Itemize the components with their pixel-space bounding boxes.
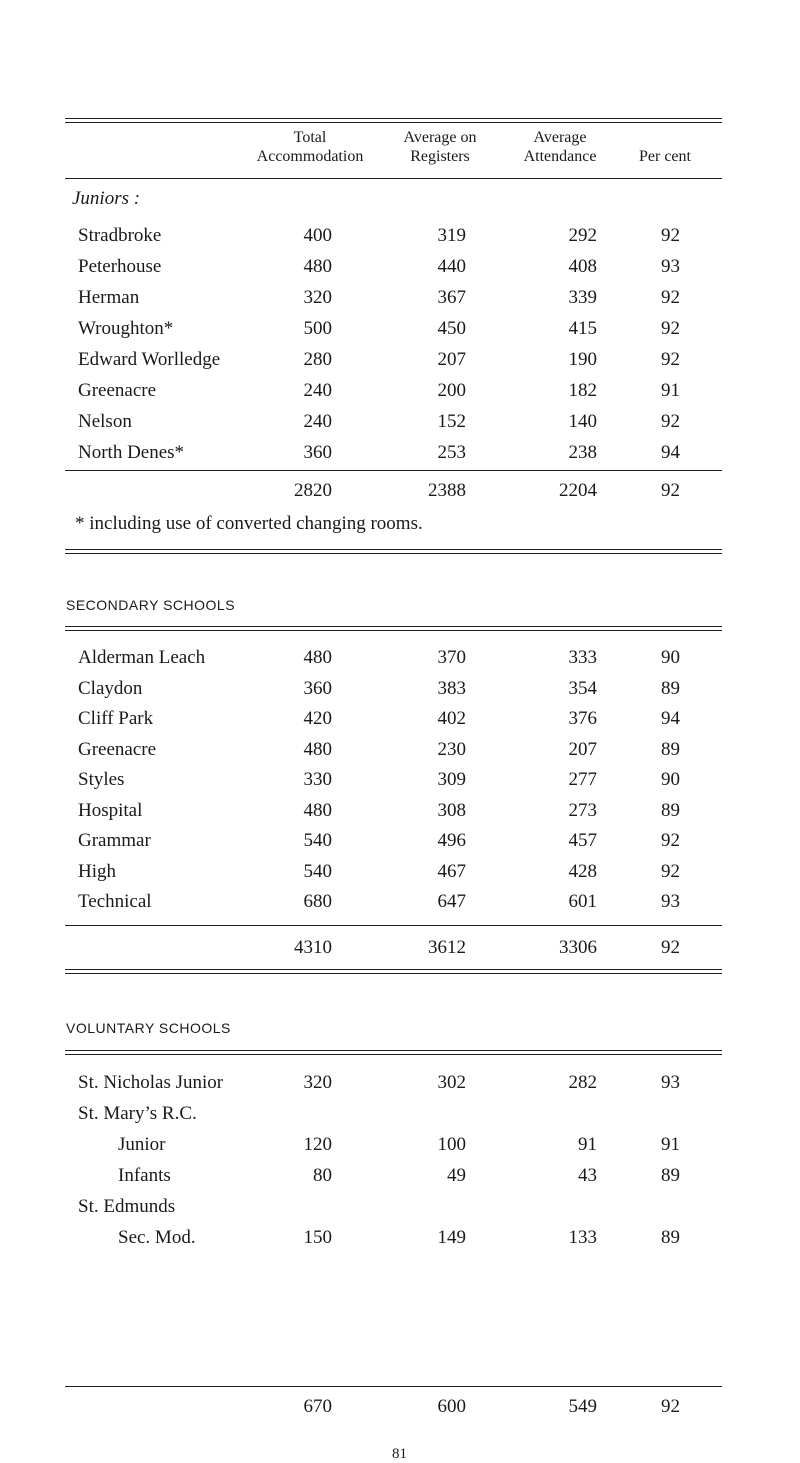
voluntary-row [0, 1223, 800, 1253]
juniors-total-accommodation: 2820 [294, 480, 332, 501]
secondary-registers-cell: 402 [437, 708, 466, 729]
juniors-percent-cell: 93 [661, 256, 680, 277]
juniors-total-attendance: 2204 [559, 480, 597, 501]
secondary-accommodation-cell: 680 [303, 891, 332, 912]
secondary-top-rule [65, 626, 722, 627]
secondary-row [0, 887, 800, 917]
voluntary-row [0, 1130, 800, 1160]
voluntary-registers-cell: 100 [437, 1134, 466, 1155]
juniors-end-rule-second [65, 553, 722, 554]
secondary-row [0, 796, 800, 826]
secondary-end-rule [65, 969, 722, 970]
juniors-school-name: Stradbroke [78, 225, 162, 246]
juniors-attendance-cell: 182 [568, 380, 597, 401]
voluntary-row [0, 1068, 800, 1098]
juniors-row [0, 314, 800, 344]
secondary-percent-cell: 89 [661, 677, 680, 699]
column-header-accommodation [245, 128, 375, 166]
voluntary-school-name: St. Edmunds [78, 1196, 176, 1217]
juniors-school-name: Greenacre [78, 380, 157, 401]
juniors-row [0, 438, 800, 468]
voluntary-row [0, 1192, 800, 1222]
juniors-registers-cell: 200 [437, 380, 466, 401]
top-rule-second [65, 122, 722, 123]
secondary-row [0, 704, 800, 734]
secondary-total-attendance: 3306 [559, 937, 597, 958]
voluntary-totals-row [0, 1392, 800, 1422]
secondary-percent-cell: 92 [661, 830, 680, 851]
juniors-total-percent: 92 [661, 480, 680, 501]
juniors-total-rule [65, 470, 722, 471]
secondary-totals-row [0, 933, 800, 963]
header-rule [65, 178, 722, 179]
voluntary-row [0, 1161, 800, 1191]
juniors-school-name: Edward Worlledge [78, 349, 221, 370]
secondary-attendance-cell: 333 [568, 647, 597, 668]
juniors-percent-cell: 94 [661, 442, 680, 463]
juniors-registers-cell: 152 [437, 411, 466, 432]
secondary-attendance-cell: 354 [568, 677, 597, 699]
juniors-heading: Juniors : [72, 188, 141, 209]
voluntary-accommodation-cell: 320 [303, 1072, 332, 1093]
juniors-attendance-cell: 339 [568, 287, 597, 308]
voluntary-registers-cell: 302 [437, 1072, 466, 1093]
secondary-registers-cell: 467 [437, 860, 466, 882]
voluntary-total-registers: 600 [437, 1396, 466, 1417]
secondary-heading: SECONDARY SCHOOLS [66, 597, 236, 613]
secondary-attendance-cell: 376 [568, 708, 597, 729]
secondary-school-name: Technical [78, 891, 152, 912]
secondary-attendance-cell: 277 [568, 769, 597, 790]
juniors-total-registers: 2388 [428, 480, 466, 501]
voluntary-percent-cell: 89 [661, 1227, 680, 1248]
voluntary-registers-cell: 149 [437, 1227, 466, 1248]
juniors-registers-cell: 319 [437, 225, 466, 246]
page-number: 81 [392, 1446, 407, 1462]
voluntary-total-attendance: 549 [568, 1396, 597, 1417]
secondary-row [0, 674, 800, 704]
secondary-school-name: Greenacre [78, 738, 157, 760]
secondary-percent-cell: 90 [661, 769, 680, 790]
juniors-registers-cell: 207 [437, 349, 466, 370]
juniors-registers-cell: 440 [437, 256, 466, 277]
secondary-total-registers: 3612 [428, 937, 466, 958]
voluntary-row [0, 1099, 800, 1129]
voluntary-total-percent: 92 [661, 1396, 680, 1417]
voluntary-attendance-cell: 91 [578, 1134, 597, 1155]
voluntary-school-name: Sec. Mod. [118, 1227, 196, 1248]
juniors-attendance-cell: 292 [568, 225, 597, 246]
secondary-registers-cell: 308 [437, 799, 466, 821]
voluntary-accommodation-cell: 120 [303, 1134, 332, 1155]
secondary-accommodation-cell: 540 [303, 860, 332, 882]
top-rule [65, 118, 722, 119]
juniors-attendance-cell: 238 [568, 442, 597, 463]
juniors-school-name: Herman [78, 287, 140, 308]
secondary-percent-cell: 89 [661, 799, 680, 821]
juniors-attendance-cell: 408 [568, 256, 597, 277]
secondary-accommodation-cell: 540 [303, 830, 332, 851]
juniors-footnote: * including use of converted changing rooms. [75, 513, 423, 534]
juniors-registers-cell: 450 [437, 318, 466, 339]
voluntary-attendance-cell: 282 [568, 1072, 597, 1093]
juniors-accommodation-cell: 320 [303, 287, 332, 308]
secondary-row [0, 735, 800, 765]
secondary-row [0, 643, 800, 673]
voluntary-top-rule [65, 1050, 722, 1051]
voluntary-total-accommodation: 670 [303, 1396, 332, 1417]
juniors-school-name: Wroughton* [78, 318, 174, 339]
secondary-accommodation-cell: 480 [303, 799, 332, 821]
juniors-row [0, 221, 800, 251]
voluntary-accommodation-cell: 150 [303, 1227, 332, 1248]
secondary-attendance-cell: 428 [568, 860, 597, 882]
voluntary-heading: VOLUNTARY SCHOOLS [66, 1020, 231, 1036]
secondary-registers-cell: 496 [437, 830, 466, 851]
column-header-percent: Per cent [639, 148, 691, 165]
secondary-percent-cell: 89 [661, 738, 680, 760]
juniors-row [0, 407, 800, 437]
secondary-registers-cell: 309 [437, 769, 466, 790]
header-total-line1: Total [293, 129, 327, 146]
secondary-percent-cell: 90 [661, 647, 680, 668]
secondary-top-rule-second [65, 630, 722, 631]
secondary-registers-cell: 230 [437, 738, 466, 760]
secondary-school-name: Styles [78, 769, 125, 790]
juniors-end-rule [65, 549, 722, 550]
voluntary-school-name: St. Nicholas Junior [78, 1072, 224, 1093]
juniors-percent-cell: 92 [661, 287, 680, 308]
juniors-row [0, 376, 800, 406]
secondary-percent-cell: 94 [661, 708, 680, 729]
secondary-end-rule-second [65, 973, 722, 974]
juniors-accommodation-cell: 360 [303, 442, 332, 463]
juniors-percent-cell: 92 [661, 411, 680, 432]
secondary-accommodation-cell: 480 [303, 647, 332, 668]
juniors-percent-cell: 92 [661, 349, 680, 370]
voluntary-percent-cell: 91 [661, 1134, 680, 1155]
juniors-accommodation-cell: 240 [303, 411, 332, 432]
juniors-accommodation-cell: 400 [303, 225, 332, 246]
secondary-row [0, 826, 800, 856]
header-registers-line1: Average on [403, 129, 477, 146]
secondary-school-name: Cliff Park [78, 708, 154, 729]
juniors-school-name: Peterhouse [78, 256, 162, 277]
secondary-attendance-cell: 273 [568, 799, 597, 821]
column-header-registers [385, 128, 495, 166]
voluntary-accommodation-cell: 80 [313, 1165, 332, 1186]
juniors-attendance-cell: 140 [568, 411, 597, 432]
juniors-accommodation-cell: 240 [303, 380, 332, 401]
voluntary-percent-cell: 89 [661, 1165, 680, 1186]
secondary-total-accommodation: 4310 [294, 937, 332, 958]
juniors-school-name: North Denes* [78, 442, 185, 463]
juniors-accommodation-cell: 500 [303, 318, 332, 339]
column-header-attendance [505, 128, 615, 166]
header-attendance-line1: Average [533, 129, 587, 146]
secondary-row [0, 765, 800, 795]
voluntary-percent-cell: 93 [661, 1072, 680, 1093]
juniors-accommodation-cell: 480 [303, 256, 332, 277]
voluntary-top-rule-second [65, 1054, 722, 1055]
juniors-percent-cell: 92 [661, 318, 680, 339]
secondary-registers-cell: 370 [437, 647, 466, 668]
secondary-accommodation-cell: 480 [303, 738, 332, 760]
secondary-total-percent: 92 [661, 937, 680, 958]
voluntary-attendance-cell: 43 [578, 1165, 597, 1186]
secondary-accommodation-cell: 360 [303, 677, 332, 699]
secondary-row [0, 857, 800, 887]
secondary-percent-cell: 93 [661, 891, 680, 912]
header-total-line2: Accommodation [256, 148, 364, 165]
juniors-row [0, 252, 800, 282]
secondary-accommodation-cell: 420 [303, 708, 332, 729]
voluntary-school-name: St. Mary’s R.C. [78, 1103, 197, 1124]
voluntary-school-name: Junior [118, 1134, 166, 1155]
secondary-school-name: Grammar [78, 830, 151, 851]
secondary-school-name: Claydon [78, 677, 143, 699]
secondary-attendance-cell: 207 [568, 738, 597, 760]
secondary-percent-cell: 92 [661, 860, 680, 882]
juniors-totals-row [0, 476, 800, 506]
secondary-school-name: Alderman Leach [78, 647, 206, 668]
juniors-percent-cell: 92 [661, 225, 680, 246]
juniors-registers-cell: 367 [437, 287, 466, 308]
secondary-registers-cell: 647 [437, 891, 466, 912]
voluntary-total-rule-real [65, 1386, 722, 1387]
secondary-school-name: High [78, 860, 116, 882]
secondary-registers-cell: 383 [437, 677, 466, 699]
voluntary-registers-cell: 49 [447, 1165, 466, 1186]
voluntary-attendance-cell: 133 [568, 1227, 597, 1248]
juniors-registers-cell: 253 [437, 442, 466, 463]
voluntary-school-name: Infants [118, 1165, 171, 1186]
secondary-attendance-cell: 457 [568, 830, 597, 851]
secondary-school-name: Hospital [78, 799, 143, 821]
juniors-accommodation-cell: 280 [303, 349, 332, 370]
header-attendance-line2: Attendance [523, 148, 597, 165]
juniors-attendance-cell: 190 [568, 349, 597, 370]
header-registers-line2: Registers [410, 148, 470, 165]
secondary-total-rule [65, 925, 722, 926]
juniors-school-name: Nelson [78, 411, 132, 432]
juniors-attendance-cell: 415 [568, 318, 597, 339]
secondary-accommodation-cell: 330 [303, 769, 332, 790]
juniors-row [0, 283, 800, 313]
secondary-attendance-cell: 601 [568, 891, 597, 912]
juniors-row [0, 345, 800, 375]
juniors-percent-cell: 91 [661, 380, 680, 401]
